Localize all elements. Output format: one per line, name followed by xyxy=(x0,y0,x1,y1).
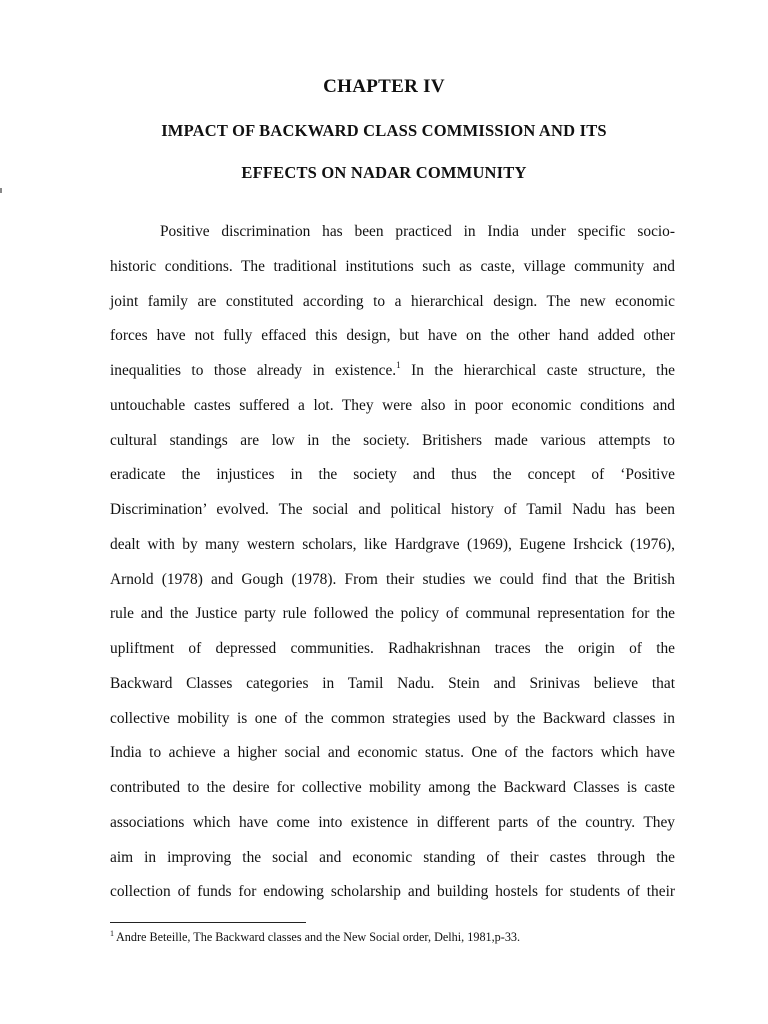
chapter-title-line-2: EFFECTS ON NADAR COMMUNITY xyxy=(241,163,527,182)
paragraph-line: eradicate the injustices in the society and thus the concept of ‘Positive xyxy=(110,466,675,484)
footnote-divider xyxy=(110,922,306,923)
paragraph-line: upliftment of depressed communities. Radhakrishnan traces the origin of the xyxy=(110,640,675,657)
paragraph-line: collective mobility is one of the common strategies used by the Backward classes in xyxy=(110,709,675,727)
paragraph-line: cultural standings are low in the society. Britishers made various attempts to xyxy=(110,431,675,449)
paragraph-line: rule and the Justice party rule followed the policy of communal representation for the xyxy=(110,605,675,623)
chapter-title-line-1: IMPACT OF BACKWARD CLASS COMMISSION AND ITS xyxy=(161,121,607,140)
paragraph-line: India to achieve a higher social and economic status. One of the factors which have xyxy=(110,744,675,762)
paragraph-line: aim in improving the social and economic standing of their castes through the xyxy=(110,848,675,866)
paragraph-line: historic conditions. The traditional institutions such as caste, village community and xyxy=(110,257,675,275)
paragraph-line-part: inequalities to those already in existence. xyxy=(110,362,397,379)
scan-speck xyxy=(0,188,2,193)
chapter-heading: CHAPTER IV xyxy=(323,76,445,97)
paragraph-line-with-footnote xyxy=(110,354,675,389)
paragraph-line: Arnold (1978) and Gough (1978). From their studies we could find that the British xyxy=(110,570,675,588)
paragraph-line: Positive discrimination has been practiced in India under specific socio- xyxy=(160,223,675,240)
paragraph-line: joint family are constituted according to a hierarchical design. The new economic xyxy=(110,292,675,310)
paragraph-line: dealt with by many western scholars, like Hardgrave (1969), Eugene Irshcick (1976), xyxy=(110,535,675,553)
paragraph-line: collection of funds for endowing scholarship and building hostels for students of their xyxy=(110,883,675,901)
paragraph-line: forces have not fully effaced this design, but have on the other hand added other xyxy=(110,327,675,345)
paragraph-line: Backward Classes categories in Tamil Nadu. Stein and Srinivas believe that xyxy=(110,674,675,692)
paragraph-line: associations which have come into existence in different parts of the country. They xyxy=(110,813,675,831)
footnote xyxy=(110,930,520,945)
paragraph-line: contributed to the desire for collective mobility among the Backward Classes is caste xyxy=(110,779,675,796)
body-paragraph xyxy=(110,215,675,910)
paragraph-line: untouchable castes suffered a lot. They were also in poor economic conditions and xyxy=(110,396,675,414)
footnote-marker: 1 xyxy=(110,929,114,938)
footnote-reference[interactable]: 1 xyxy=(396,360,401,370)
footnote-text: Andre Beteille, The Backward classes and the New Social order, Delhi, 1981,p-33. xyxy=(116,930,521,944)
paragraph-line: Discrimination’ evolved. The social and political history of Tamil Nadu has been xyxy=(110,501,675,518)
paragraph-line-part: In the hierarchical caste structure, the xyxy=(411,362,675,379)
